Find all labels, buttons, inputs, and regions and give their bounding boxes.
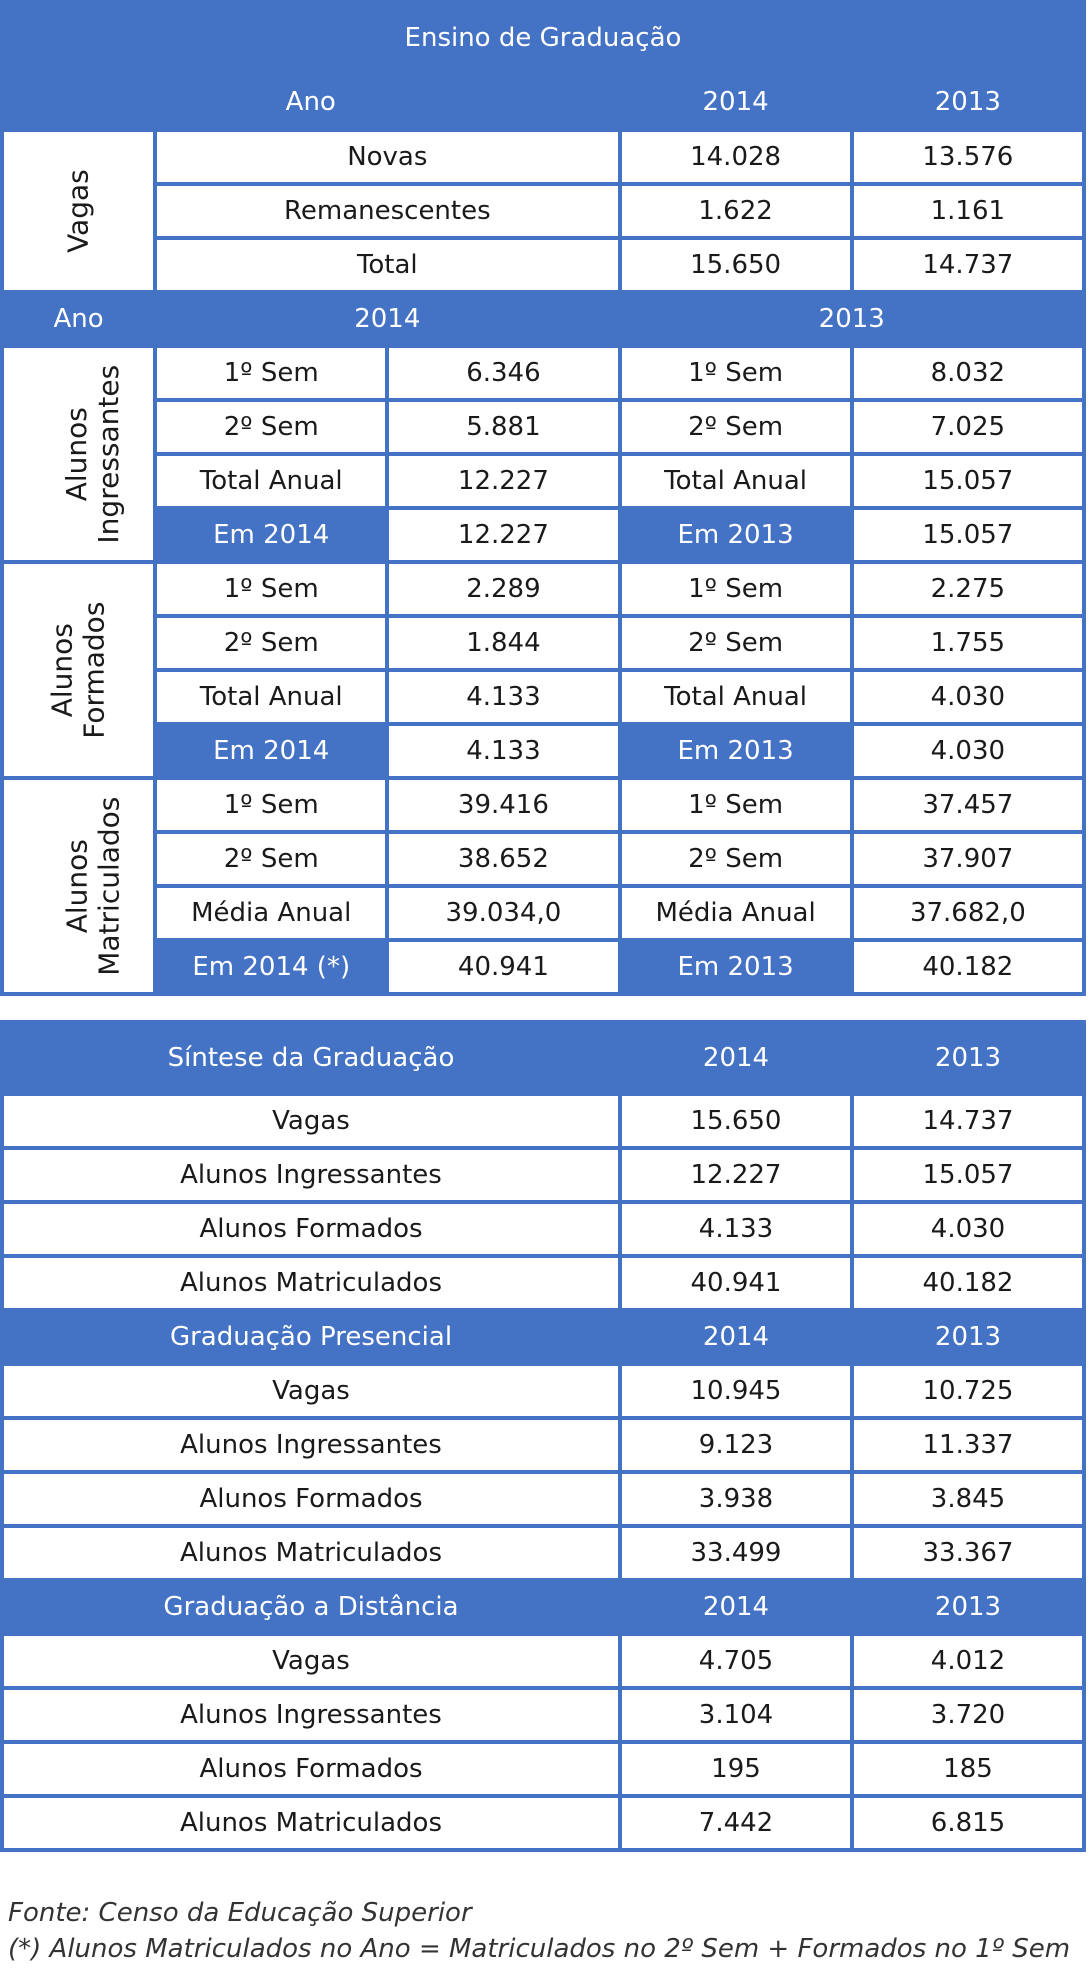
year-2014-header: 2014 <box>155 292 619 346</box>
value-2013: 6.815 <box>852 1796 1084 1850</box>
year-2014-header: 2014 <box>620 1310 852 1364</box>
value-2013: 7.025 <box>852 400 1084 454</box>
formados-label-line-1: Alunos <box>45 622 79 718</box>
value-2013: 37.682,0 <box>852 886 1084 940</box>
section-title: Síntese da Graduação <box>2 1022 620 1094</box>
year-2013-header: 2013 <box>852 1022 1084 1094</box>
table-row <box>2 1742 1084 1796</box>
year-2013-header: 2013 <box>852 1310 1084 1364</box>
period-label-2014: Total Anual <box>155 454 387 508</box>
value-2014: 4.133 <box>387 670 619 724</box>
table-row <box>2 1148 1084 1202</box>
row-label: Remanescentes <box>155 184 619 238</box>
value-2013: 40.182 <box>852 1256 1084 1310</box>
value-2014: 15.650 <box>620 1094 852 1148</box>
table-row <box>2 778 1084 832</box>
value-2014: 12.227 <box>387 508 619 562</box>
value-2013: 4.012 <box>852 1634 1084 1688</box>
value-2013: 33.367 <box>852 1526 1084 1580</box>
ingressantes-group-label <box>2 346 155 562</box>
value-2014: 12.227 <box>387 454 619 508</box>
table-row <box>2 130 1084 184</box>
year-2014-header: 2014 <box>620 74 852 130</box>
summary-label-2014: Em 2014 <box>155 508 387 562</box>
period-label-2014: 2º Sem <box>155 616 387 670</box>
value-2013: 3.720 <box>852 1688 1084 1742</box>
value-2014: 39.034,0 <box>387 886 619 940</box>
table-row <box>2 1256 1084 1310</box>
table-title-row <box>2 2 1084 74</box>
value-2013: 8.032 <box>852 346 1084 400</box>
table-row <box>2 1526 1084 1580</box>
period-label-2013: 1º Sem <box>620 778 852 832</box>
table-row <box>2 940 1084 994</box>
value-2014: 40.941 <box>387 940 619 994</box>
value-2013: 40.182 <box>852 940 1084 994</box>
period-label-2014: 2º Sem <box>155 400 387 454</box>
period-label-2014: Média Anual <box>155 886 387 940</box>
section-header-row <box>2 1310 1084 1364</box>
value-2013: 4.030 <box>852 724 1084 778</box>
ingressantes-label <box>61 365 125 544</box>
period-label-2014: 1º Sem <box>155 562 387 616</box>
period-label-2013: 2º Sem <box>620 832 852 886</box>
table-row <box>2 670 1084 724</box>
section-header-row <box>2 1580 1084 1634</box>
value-2013: 37.457 <box>852 778 1084 832</box>
section-header-row <box>2 1022 1084 1094</box>
value-2014: 1.844 <box>387 616 619 670</box>
value-2014: 2.289 <box>387 562 619 616</box>
summary-label-2013: Em 2013 <box>620 940 852 994</box>
table-row <box>2 346 1084 400</box>
value-2014: 38.652 <box>387 832 619 886</box>
row-label: Alunos Ingressantes <box>2 1418 620 1472</box>
table-row <box>2 886 1084 940</box>
period-label-2013: Média Anual <box>620 886 852 940</box>
table-row <box>2 1364 1084 1418</box>
year-2013-header: 2013 <box>620 292 1085 346</box>
table-row <box>2 1202 1084 1256</box>
ano-split-row <box>2 292 1084 346</box>
table-row <box>2 724 1084 778</box>
sintese-table <box>0 1020 1086 1852</box>
row-label: Alunos Formados <box>2 1472 620 1526</box>
period-label-2013: Total Anual <box>620 670 852 724</box>
table-row <box>2 454 1084 508</box>
ingressantes-label-line-2: Ingressantes <box>92 364 126 544</box>
period-label-2013: Total Anual <box>620 454 852 508</box>
vagas-group-label <box>2 130 155 292</box>
row-label: Alunos Matriculados <box>2 1526 620 1580</box>
row-label: Novas <box>155 130 619 184</box>
value-2014: 3.104 <box>620 1688 852 1742</box>
table-row <box>2 562 1084 616</box>
table-row <box>2 1094 1084 1148</box>
row-label: Vagas <box>2 1094 620 1148</box>
value-2013: 4.030 <box>852 1202 1084 1256</box>
value-2014: 7.442 <box>620 1796 852 1850</box>
value-2014: 4.133 <box>620 1202 852 1256</box>
period-label-2013: 1º Sem <box>620 562 852 616</box>
value-2013: 15.057 <box>852 508 1084 562</box>
table-spacer <box>0 996 1086 1020</box>
ingressantes-label-line-1: Alunos <box>60 406 94 502</box>
value-2013: 1.161 <box>852 184 1084 238</box>
value-2014: 4.133 <box>387 724 619 778</box>
summary-label-2014: Em 2014 <box>155 724 387 778</box>
table-row <box>2 1796 1084 1850</box>
row-label: Vagas <box>2 1634 620 1688</box>
row-label: Alunos Ingressantes <box>2 1688 620 1742</box>
source-note: Fonte: Censo da Educação Superior <box>8 1898 472 1928</box>
summary-label-2013: Em 2013 <box>620 724 852 778</box>
year-2013-header: 2013 <box>852 1580 1084 1634</box>
value-2014: 40.941 <box>620 1256 852 1310</box>
period-label-2014: 2º Sem <box>155 832 387 886</box>
table-row <box>2 508 1084 562</box>
period-label-2014: Total Anual <box>155 670 387 724</box>
row-label: Alunos Ingressantes <box>2 1148 620 1202</box>
row-label: Vagas <box>2 1364 620 1418</box>
period-label-2014: 1º Sem <box>155 346 387 400</box>
row-label: Total <box>155 238 619 292</box>
value-2014: 12.227 <box>620 1148 852 1202</box>
value-2014: 9.123 <box>620 1418 852 1472</box>
row-label: Alunos Matriculados <box>2 1796 620 1850</box>
value-2013: 1.755 <box>852 616 1084 670</box>
formados-group-label <box>2 562 155 778</box>
value-2013: 15.057 <box>852 1148 1084 1202</box>
period-label-2013: 1º Sem <box>620 346 852 400</box>
table-row <box>2 1472 1084 1526</box>
vagas-label: Vagas <box>61 169 95 253</box>
value-2014: 39.416 <box>387 778 619 832</box>
value-2014: 5.881 <box>387 400 619 454</box>
row-label: Alunos Matriculados <box>2 1256 620 1310</box>
value-2013: 37.907 <box>852 832 1084 886</box>
value-2014: 3.938 <box>620 1472 852 1526</box>
row-label: Alunos Formados <box>2 1202 620 1256</box>
table-row <box>2 238 1084 292</box>
matriculados-label <box>61 796 125 975</box>
value-2013: 11.337 <box>852 1418 1084 1472</box>
table-title: Ensino de Graduação <box>2 2 1084 74</box>
summary-label-2013: Em 2013 <box>620 508 852 562</box>
table-row <box>2 616 1084 670</box>
value-2014: 4.705 <box>620 1634 852 1688</box>
year-2013-header: 2013 <box>852 74 1084 130</box>
value-2014: 1.622 <box>620 184 852 238</box>
period-label-2014: 1º Sem <box>155 778 387 832</box>
table-row <box>2 1688 1084 1742</box>
table-row <box>2 832 1084 886</box>
formados-label-line-2: Formados <box>77 601 111 739</box>
section-title: Graduação a Distância <box>2 1580 620 1634</box>
value-2013: 4.030 <box>852 670 1084 724</box>
year-header-row <box>2 74 1084 130</box>
value-2013: 3.845 <box>852 1472 1084 1526</box>
value-2014: 14.028 <box>620 130 852 184</box>
value-2013: 185 <box>852 1742 1084 1796</box>
value-2014: 15.650 <box>620 238 852 292</box>
value-2013: 10.725 <box>852 1364 1084 1418</box>
value-2014: 6.346 <box>387 346 619 400</box>
value-2013: 14.737 <box>852 238 1084 292</box>
value-2014: 33.499 <box>620 1526 852 1580</box>
row-label: Alunos Formados <box>2 1742 620 1796</box>
table-row <box>2 400 1084 454</box>
year-2014-header: 2014 <box>620 1580 852 1634</box>
table-row <box>2 184 1084 238</box>
value-2013: 14.737 <box>852 1094 1084 1148</box>
value-2013: 2.275 <box>852 562 1084 616</box>
period-label-2013: 2º Sem <box>620 616 852 670</box>
matriculados-label-line-2: Matriculados <box>92 796 126 976</box>
value-2013: 15.057 <box>852 454 1084 508</box>
value-2014: 10.945 <box>620 1364 852 1418</box>
table-row <box>2 1418 1084 1472</box>
period-label-2013: 2º Sem <box>620 400 852 454</box>
table-row <box>2 1634 1084 1688</box>
ano-header: Ano <box>2 74 620 130</box>
summary-label-2014: Em 2014 (*) <box>155 940 387 994</box>
value-2013: 13.576 <box>852 130 1084 184</box>
section-title: Graduação Presencial <box>2 1310 620 1364</box>
footnote: (*) Alunos Matriculados no Ano = Matriculados no 2º Sem + Formados no 1º Sem <box>8 1934 1071 1964</box>
matriculados-group-label <box>2 778 155 994</box>
formados-label <box>46 601 110 738</box>
year-2014-header: 2014 <box>620 1022 852 1094</box>
ano-label: Ano <box>2 292 155 346</box>
value-2014: 195 <box>620 1742 852 1796</box>
matriculados-label-line-1: Alunos <box>60 838 94 934</box>
